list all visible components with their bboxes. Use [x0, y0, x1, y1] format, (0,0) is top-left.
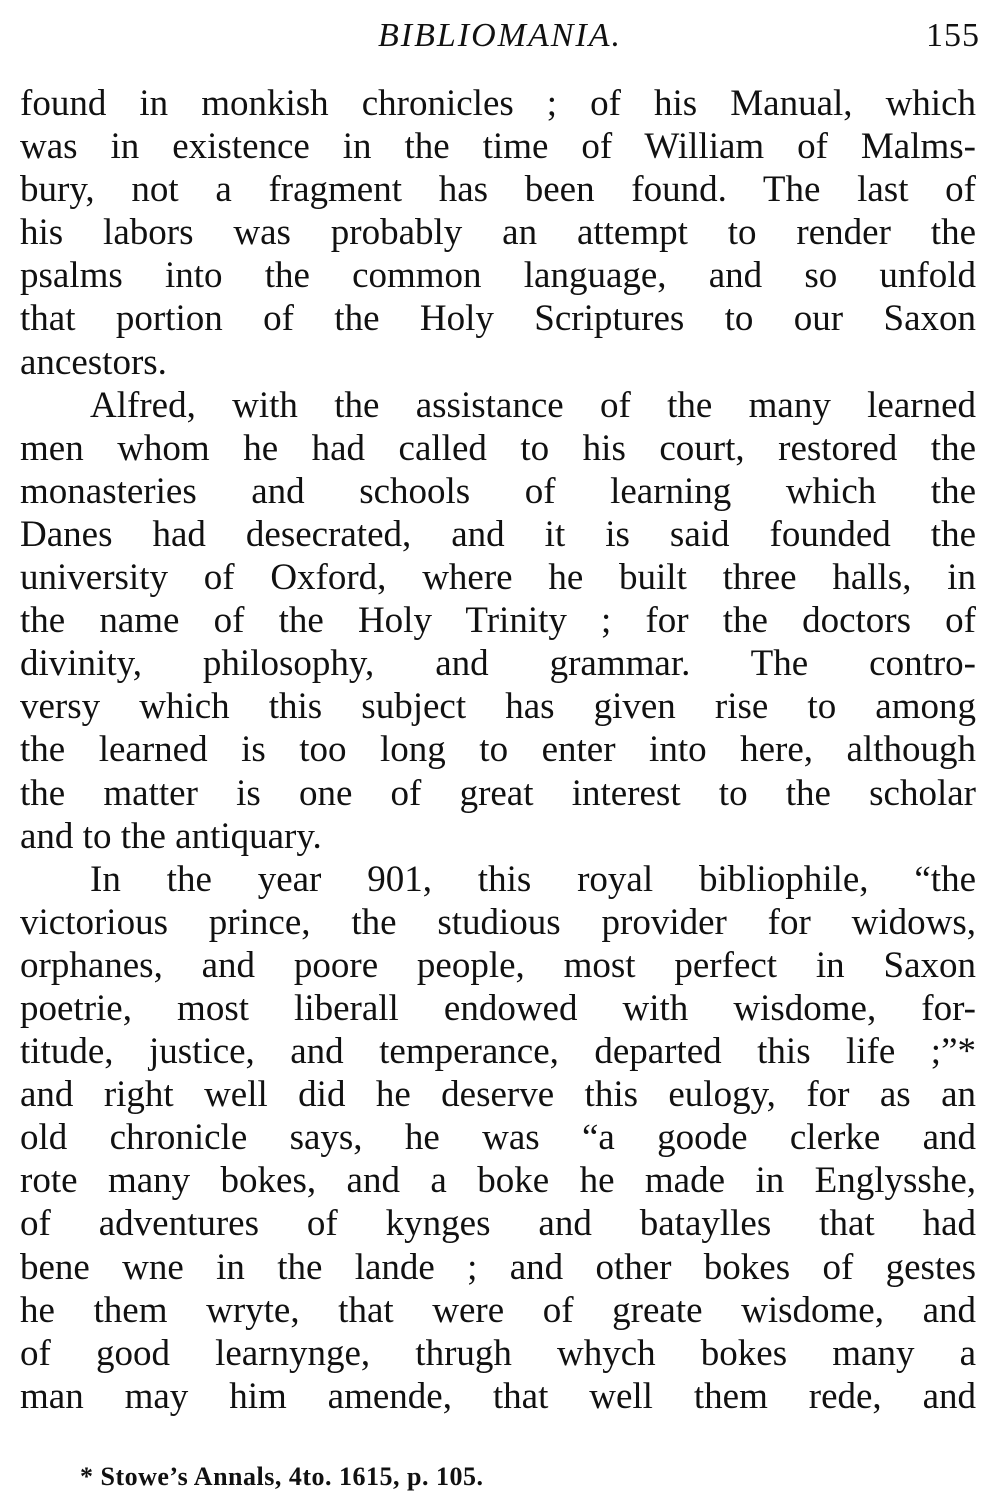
text-line: men whom he had called to his court, restored the	[20, 427, 976, 469]
text-line: monasteries and schools of learning which the	[20, 470, 976, 512]
text-line: old chronicle says, he was “a goode clerke and	[20, 1117, 976, 1159]
text-line: of good learnynge, thrugh whych bokes many a	[20, 1332, 976, 1374]
running-head	[20, 14, 980, 58]
text-line: the matter is one of great interest to the scholar	[20, 772, 976, 814]
text-line: versy which this subject has given rise to among	[20, 686, 976, 728]
text-line: and right well did he deserve this eulogy, for as an	[20, 1074, 976, 1116]
text-line: of adventures of kynges and bataylles that had	[20, 1203, 976, 1245]
body-text	[20, 82, 976, 1418]
text-line: and to the antiquary.	[20, 815, 322, 857]
text-line: bene wne in the lande ; and other bokes of gestes	[20, 1246, 976, 1288]
text-line: divinity, philosophy, and grammar. The contro-	[20, 643, 976, 685]
text-line: was in existence in the time of William of Malms-	[20, 126, 976, 168]
text-line: bury, not a fragment has been found. The last of	[20, 169, 976, 211]
running-title: BIBLIOMANIA.	[377, 17, 622, 54]
text-line: Danes had desecrated, and it is said founded the	[20, 513, 976, 555]
text-line: his labors was probably an attempt to render the	[20, 212, 976, 254]
text-line: victorious prince, the studious provider for widows,	[20, 901, 976, 943]
text-line: man may him amende, that well them rede, and	[20, 1375, 976, 1417]
text-line: ancestors.	[20, 341, 167, 383]
text-line: the learned is too long to enter into here, although	[20, 729, 976, 771]
text-line: psalms into the common language, and so unfold	[20, 255, 976, 297]
text-line: that portion of the Holy Scriptures to our Saxon	[20, 298, 976, 340]
text-line: poetrie, most liberall endowed with wisdome, for-	[20, 987, 976, 1029]
text-line: found in monkish chronicles ; of his Manual, which	[20, 83, 976, 124]
text-line: he them wryte, that were of greate wisdome, and	[20, 1289, 976, 1331]
footnote: * Stowe’s Annals, 4to. 1615, p. 105.	[80, 1462, 484, 1491]
page-number: 155	[926, 17, 980, 54]
text-line: Alfred, with the assistance of the many learned	[90, 384, 976, 426]
text-line: titude, justice, and temperance, departed this life ;”*	[20, 1031, 976, 1073]
text-line: orphanes, and poore people, most perfect in Saxon	[20, 944, 976, 986]
text-line: rote many bokes, and a boke he made in Englysshe,	[20, 1160, 976, 1202]
text-line: university of Oxford, where he built three halls, in	[20, 557, 976, 599]
text-line: In the year 901, this royal bibliophile, “the	[90, 858, 976, 900]
text-line: the name of the Holy Trinity ; for the doctors of	[20, 600, 976, 642]
